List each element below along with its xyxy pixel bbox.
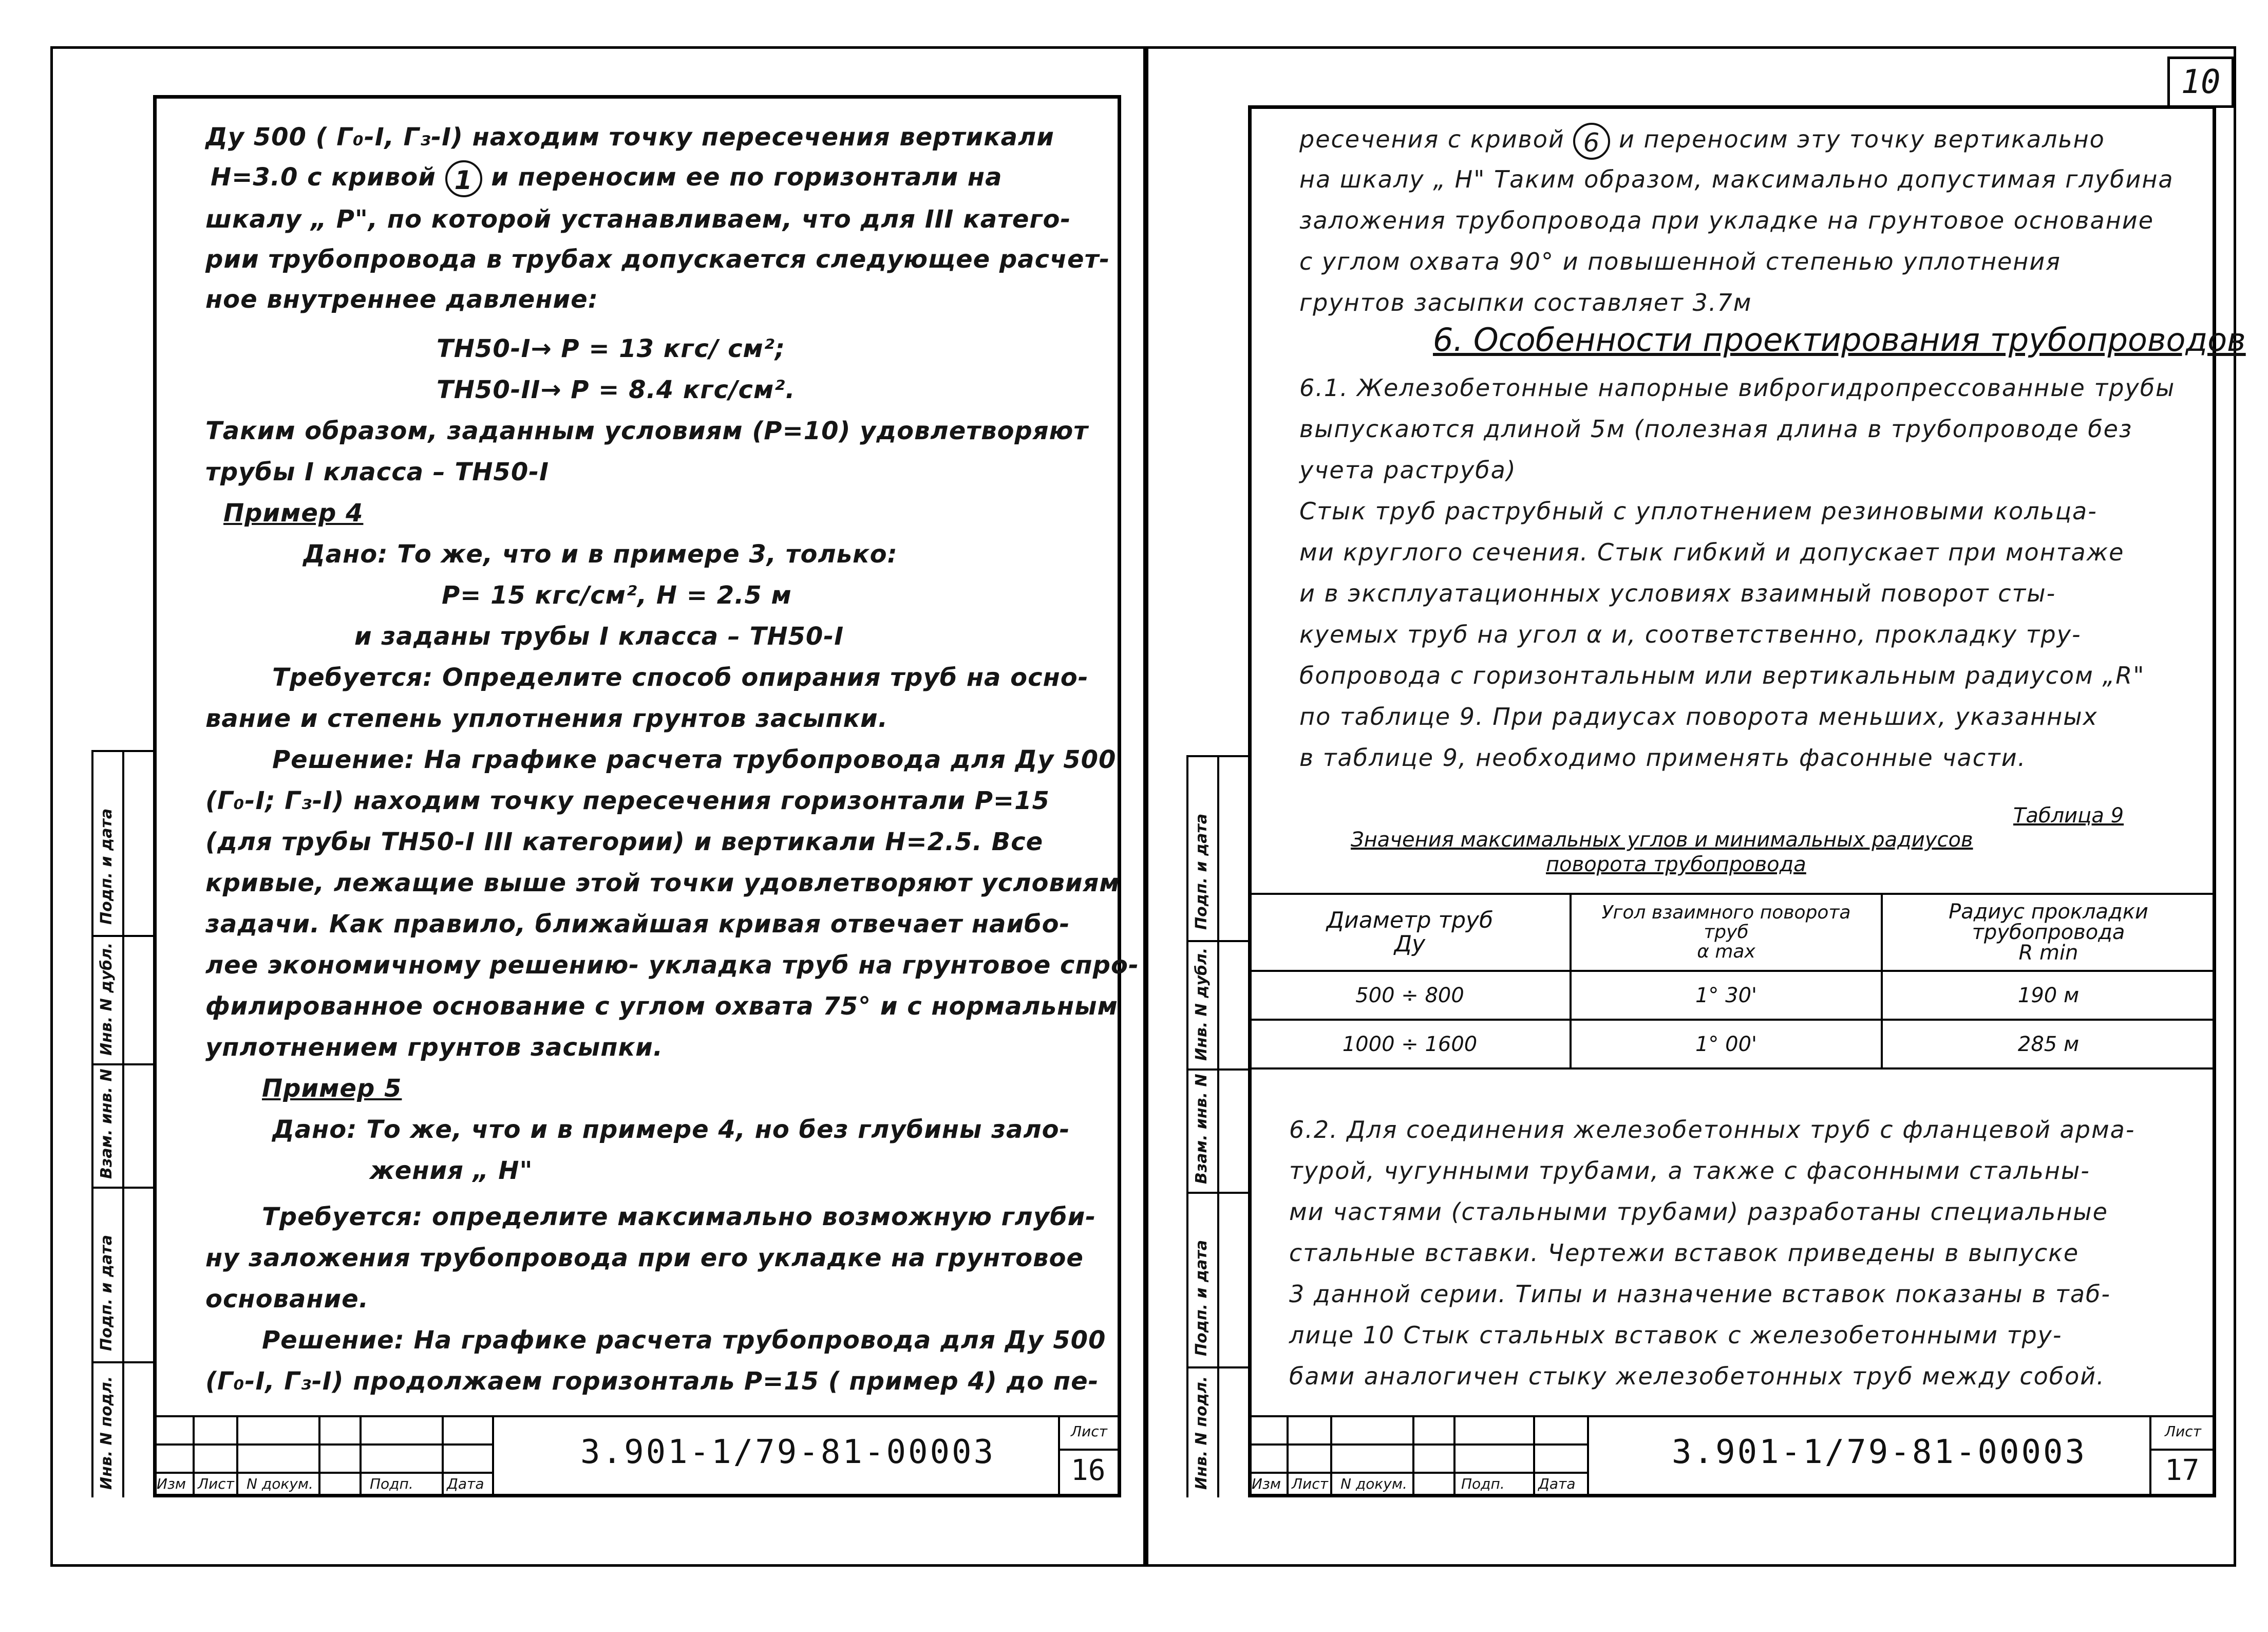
left-col-list: Лист <box>198 1475 234 1492</box>
left-line-23: уплотнением грунтов засыпки. <box>205 1033 663 1062</box>
left-line-9: трубы I класса – ТН50-I <box>205 458 550 486</box>
right-6-1-line-1: 6.1. Железобетонные напорные виброгидропрессованные трубы <box>1299 374 2176 402</box>
right-6-2-line-3: ми частями (стальными трубами) разработаны специальные <box>1289 1198 2108 1226</box>
left-col-podp: Подп. <box>370 1475 413 1492</box>
table-9-header-diameter: Диаметр труб Ду <box>1249 894 1571 971</box>
right-6-1-line-3: учета раструба) <box>1299 456 1517 484</box>
left-col-ndokum: N докум. <box>247 1475 313 1492</box>
right-side-label-inv-dubl: Инв. N дубл. <box>1193 947 1211 1061</box>
right-side-label-podp-data-2: Подп. и дата <box>1193 813 1211 930</box>
table-9-cell-d-2: 1000 ÷ 1600 <box>1249 1020 1571 1068</box>
table-9-header-radius: Радиус прокладки трубопровода R min <box>1882 894 2215 971</box>
right-col-podp: Подп. <box>1461 1475 1505 1492</box>
left-line-4: рии трубопровода в трубах допускается следующее расчет- <box>205 245 1110 274</box>
left-line-31: (Г₀-I, Г₃-I) продолжаем горизонталь Р=15 ( пример 4) до пе- <box>205 1367 1099 1396</box>
right-side-label-vzam-inv: Взам. инв. N <box>1193 1074 1211 1184</box>
left-line-2-head: Н=3.0 с кривой <box>211 163 436 192</box>
right-line-1 <box>1299 119 2105 160</box>
section-6-title: 6. Особенности проектирования трубопроводов <box>1433 321 2246 359</box>
left-line-13: и заданы трубы I класса – ТН50-I <box>354 622 844 651</box>
right-6-1-line-5: ми круглого сечения. Стык гибкий и допускает при монтаже <box>1299 538 2125 566</box>
left-line-26: жения „ Н" <box>370 1156 533 1185</box>
table-row <box>1249 971 2215 1020</box>
side-label-inv-dubl: Инв. N дубл. <box>98 942 116 1056</box>
right-col-list: Лист <box>1292 1475 1328 1492</box>
left-line-5: ное внутреннее давление: <box>205 285 598 314</box>
left-line-2 <box>211 157 1002 197</box>
right-6-2-line-6: лице 10 Стык стальных вставок с железобетонными тру- <box>1289 1321 2063 1349</box>
left-line-28: ну заложения трубопровода при его укладке на грунтовое <box>205 1244 1084 1272</box>
right-sheet-label: Лист <box>2165 1423 2201 1440</box>
right-side-label-podp-data-1: Подп. и дата <box>1193 1240 1211 1356</box>
left-sheet-label: Лист <box>1071 1423 1107 1440</box>
table-9-cell-r-1: 190 м <box>1882 971 2215 1020</box>
left-line-21: лее экономичному решению- укладка труб на грунтовое спро- <box>205 951 1139 980</box>
left-line-25: Дано: То же, что и в примере 4, но без глубины зало- <box>272 1115 1070 1144</box>
right-6-1-line-6: и в эксплуатационных условиях взаимный поворот сты- <box>1299 579 2056 607</box>
right-col-data: Дата <box>1538 1475 1576 1492</box>
right-6-1-line-4: Стык труб раструбный с уплотнением резиновыми кольца- <box>1299 497 2097 525</box>
right-line-1-head: ресечения с кривой <box>1299 125 1565 153</box>
left-line-18: (для трубы ТН50-I III категории) и вертикали Н=2.5. Все <box>205 828 1044 856</box>
table-9 <box>1248 893 2216 1070</box>
table-9-cell-a-2: 1° 00' <box>1571 1020 1882 1068</box>
left-col-izm: Изм <box>157 1475 186 1492</box>
right-6-2-line-1: 6.2. Для соединения железобетонных труб с фланцевой арма- <box>1289 1116 2135 1143</box>
table-9-header-row <box>1249 894 2215 971</box>
right-line-2: на шкалу „ Н" Таким образом, максимально допустимая глубина <box>1299 165 2174 193</box>
left-line-27: Требуется: определите максимально возможную глуби- <box>262 1203 1097 1231</box>
right-6-1-line-7: куемых труб на угол α и, соответственно, прокладку тру- <box>1299 621 2082 648</box>
right-6-2-line-4: стальные вставки. Чертежи вставок приведены в выпуске <box>1289 1239 2080 1267</box>
right-line-5: грунтов засыпки составляет 3.7м <box>1299 289 1752 316</box>
right-line-1-tail: и переносим эту точку вертикально <box>1619 125 2105 153</box>
table-row <box>1249 1020 2215 1068</box>
example-4-heading: Пример 4 <box>223 499 364 528</box>
left-line-12: Р= 15 кгс/см², Н = 2.5 м <box>442 581 792 610</box>
right-side-label-inv-podl: Инв. N подл. <box>1193 1376 1211 1490</box>
table-9-cell-a-1: 1° 30' <box>1571 971 1882 1020</box>
right-6-2-line-5: 3 данной серии. Типы и назначение вставок показаны в таб- <box>1289 1280 2111 1308</box>
right-col-izm: Изм <box>1252 1475 1281 1492</box>
left-line-1: Ду 500 ( Г₀-I, Г₃-I) находим точку пересечения вертикали <box>205 123 1054 152</box>
table-9-title-line-1: Значения максимальных углов и минимальных радиусов <box>1351 828 1973 852</box>
side-label-vzam-inv: Взам. инв. N <box>98 1068 116 1179</box>
right-6-1-line-10: в таблице 9, необходимо применять фасонные части. <box>1299 744 2027 772</box>
curve-6-circle: 6 <box>1573 123 1610 160</box>
example-5-heading: Пример 5 <box>262 1074 402 1103</box>
left-line-15: вание и степень уплотнения грунтов засыпки. <box>205 704 888 733</box>
left-doc-code: 3.901-1/79-81-00003 <box>580 1433 996 1471</box>
table-9-label: Таблица 9 <box>2013 804 2124 828</box>
side-label-podp-data-2: Подп. и дата <box>98 808 116 925</box>
right-6-1-line-9: по таблице 9. При радиусах поворота меньших, указанных <box>1299 703 2098 730</box>
table-9-cell-d-1: 500 ÷ 800 <box>1249 971 1571 1020</box>
table-9-header-angle: Угол взаимного поворота труб α max <box>1571 894 1882 971</box>
right-col-ndokum: N докум. <box>1340 1475 1407 1492</box>
left-line-17: (Г₀-I; Г₃-I) находим точку пересечения горизонтали Р=15 <box>205 786 1050 815</box>
left-col-data: Дата <box>447 1475 484 1492</box>
left-line-3: шкалу „ Р", по которой устанавливаем, что для III катего- <box>205 205 1071 234</box>
table-9-title-line-2: поворота трубопровода <box>1546 853 1806 876</box>
formula-1: ТН50-I→ Р = 13 кгс/ см²; <box>437 334 786 363</box>
side-label-podp-data-1: Подп. и дата <box>98 1234 116 1351</box>
left-sheet-number: 16 <box>1071 1454 1106 1487</box>
side-label-inv-podl: Инв. N подл. <box>98 1376 116 1490</box>
formula-2: ТН50-II→ Р = 8.4 кгс/см². <box>437 376 796 404</box>
left-line-29: основание. <box>205 1285 369 1314</box>
left-line-14: Требуется: Определите способ опирания труб на осно- <box>272 663 1089 692</box>
right-doc-code: 3.901-1/79-81-00003 <box>1672 1433 2087 1471</box>
left-line-19: кривые, лежащие выше этой точки удовлетворяют условиям <box>205 869 1120 897</box>
left-line-11: Дано: То же, что и в примере 3, только: <box>303 540 898 569</box>
right-sheet-number: 17 <box>2165 1454 2200 1487</box>
page-number-box <box>2167 57 2234 108</box>
left-line-20: задачи. Как правило, ближайшая кривая отвечает наибо- <box>205 910 1070 939</box>
page-number: 10 <box>2181 63 2221 101</box>
right-line-4: с углом охвата 90° и повышенной степенью уплотнения <box>1299 248 2061 275</box>
table-9-cell-r-2: 285 м <box>1882 1020 2215 1068</box>
left-line-2-tail: и переносим ее по горизонтали на <box>491 163 1003 192</box>
right-6-1-line-2: выпускаются длиной 5м (полезная длина в трубопроводе без <box>1299 415 2133 443</box>
right-6-1-line-8: бопровода с горизонтальным или вертикальным радиусом „R" <box>1299 662 2145 689</box>
right-6-2-line-7: бами аналогичен стыку железобетонных труб между собой. <box>1289 1362 2105 1390</box>
left-line-8: Таким образом, заданным условиям (Р=10) удовлетворяют <box>205 417 1089 445</box>
curve-1-circle: 1 <box>445 160 482 197</box>
right-6-2-line-2: турой, чугунными трубами, а также с фасонными стальны- <box>1289 1157 2090 1185</box>
right-line-3: заложения трубопровода при укладке на грунтовое основание <box>1299 207 2154 234</box>
left-line-22: филированное основание с углом охвата 75° и с нормальным <box>205 992 1118 1021</box>
left-line-30: Решение: На графике расчета трубопровода для Ду 500 <box>262 1326 1106 1355</box>
left-line-16: Решение: На графике расчета трубопровода для Ду 500 <box>272 745 1117 774</box>
